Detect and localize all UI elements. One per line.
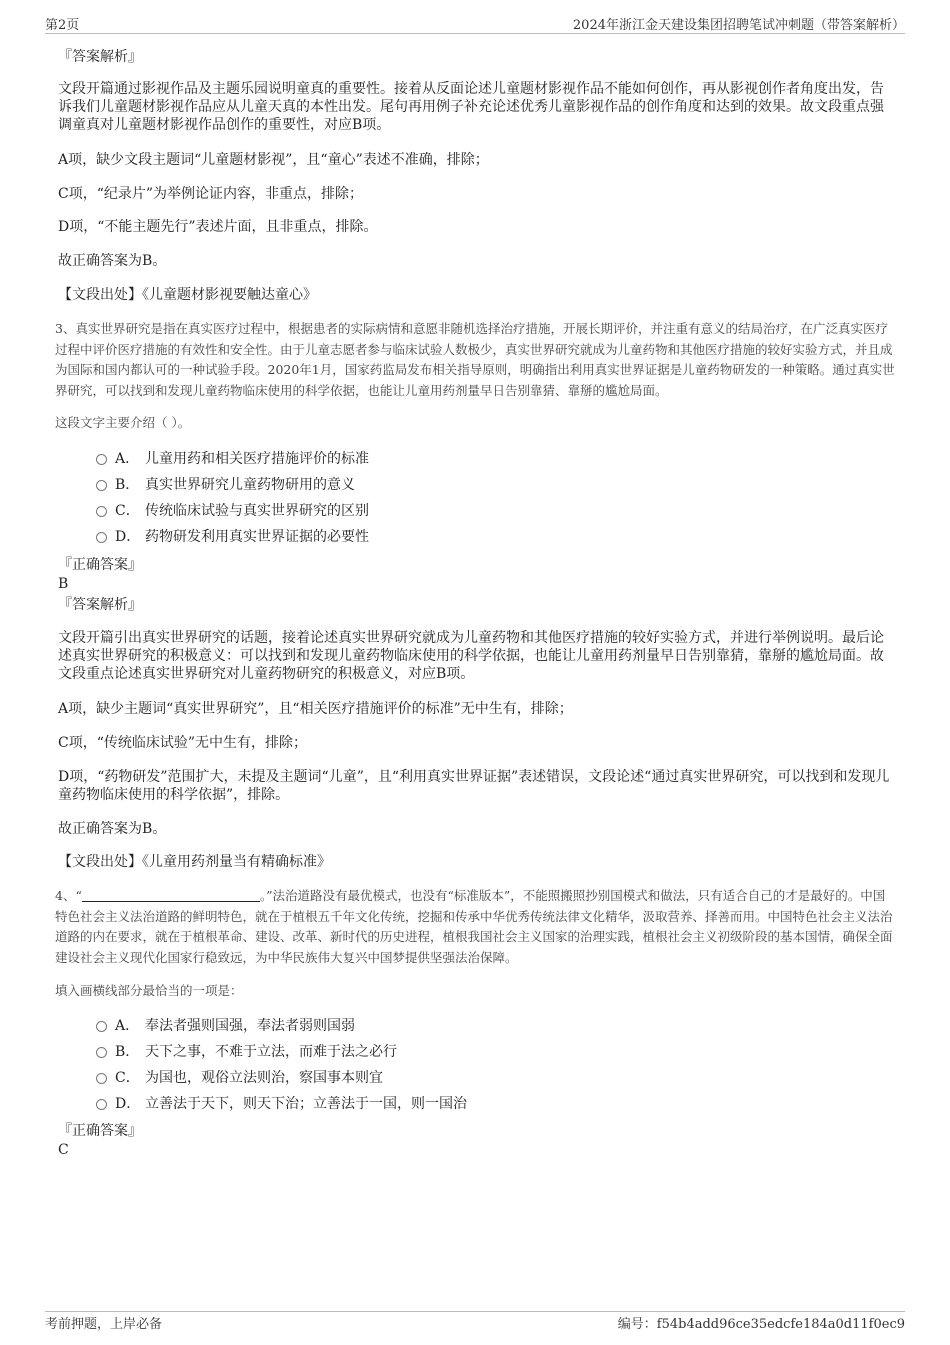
answer-value: C	[58, 1142, 69, 1158]
question-4-option-c[interactable]: C． 为国也，观俗立法则治，察国事本则宜	[96, 1068, 383, 1088]
footer-slogan: 考前押题，上岸必备	[45, 1317, 163, 1332]
analysis-option-d: D项，“不能主题先行”表述片面，且非重点，排除。	[58, 219, 378, 235]
radio-icon[interactable]	[96, 480, 107, 491]
answer-value: B	[58, 576, 69, 592]
question-3-option-d[interactable]: D． 药物研发利用真实世界证据的必要性	[96, 527, 369, 547]
question-3-option-b[interactable]: B． 真实世界研究儿童药物研用的意义	[96, 475, 355, 495]
footer-divider	[45, 1311, 905, 1312]
analysis-option-d: D项，“药物研发”范围扩大，未提及主题词“儿童”，且“利用真实世界证据”表述错误，文段论述“通过真实世界研究，可以找到和发现儿童药物临床使用的科学依据”，排除。	[58, 769, 890, 803]
analysis-conclusion: 故正确答案为B。	[58, 253, 167, 269]
question-4-passage: 4、“ 。”法治道路没有最优模式，也没有“标准版本”，不能照搬照抄别国模式和做法，只有适合自己的才是最好的。中国特色社会主义法治道路的鲜明特色，就在于植根五千年文化传统，挖掘和传承中华优秀传统法律文化精华，汲取营养、择善而用。中国特色社会主义法治道路的内在要求，就在于植根革命、建设、改革、新时代的历史进程，植根我国社会主义国家的治理实践，植根社会主义初级阶段的基本国情，确保全面建设社会主义现代化国家行稳致远，为中华民族伟大复兴中国梦提供坚强法治保障。	[55, 888, 893, 965]
radio-icon[interactable]	[96, 1047, 107, 1058]
question-3-passage: 3、真实世界研究是指在真实医疗过程中，根据患者的实际病情和意愿非随机选择治疗措施，开展长期评价，并注重有意义的结局治疗，在广泛真实医疗过程中评价医疗措施的有效性和安全性。由于儿童志愿者参与临床试验人数极少，真实世界研究就成为儿童药物和其他医疗措施的较好实验方式，并且成为国际和国内都认可的一种试验手段。2020年1月，国家药监局发布相关指导原则，明确指出利用真实世界证据是儿童药物研发的一种策略。通过真实世界研究，可以找到和发现儿童药物临床使用的科学依据，也能让儿童用药剂量早日告别靠猜、靠掰的尴尬局面。	[55, 321, 895, 398]
passage-source: 【文段出处】《儿童用药剂量当有精确标准》	[58, 854, 331, 870]
analysis-conclusion: 故正确答案为B。	[58, 821, 167, 837]
answer-label: 『正确答案』	[58, 557, 142, 573]
radio-icon[interactable]	[96, 506, 107, 517]
question-3-option-c[interactable]: C． 传统临床试验与真实世界研究的区别	[96, 501, 369, 521]
question-4-option-d[interactable]: D． 立善法于天下，则天下治；立善法于一国，则一国治	[96, 1094, 467, 1114]
header-divider	[45, 33, 905, 34]
question-3-option-a[interactable]: A． 儿童用药和相关医疗措施评价的标准	[96, 449, 369, 469]
analysis-text: 文段开篇引出真实世界研究的话题，接着论述真实世界研究就成为儿童药物和其他医疗措施的较好实验方式，并进行举例说明。最后论述真实世界研究的积极意义：可以找到和发现儿童药物临床使用的科学依据，也能让儿童用药剂量早日告别靠猜，靠掰的尴尬局面。故文段重点论述真实世界研究对儿童药物研究的积极意义，对应B项。	[58, 630, 884, 682]
analysis-option-a: A项，缺少文段主题词“儿童题材影视”，且“童心”表述不准确，排除；	[58, 152, 489, 168]
radio-icon[interactable]	[96, 532, 107, 543]
analysis-option-c: C项，“传统临床试验”无中生有，排除；	[58, 735, 308, 751]
radio-icon[interactable]	[96, 1021, 107, 1032]
question-4-option-a[interactable]: A． 奉法者强则国强，奉法者弱则国弱	[96, 1016, 355, 1036]
fill-blank	[82, 888, 260, 902]
analysis-label: 『答案解析』	[58, 597, 142, 613]
analysis-label: 『答案解析』	[58, 49, 142, 65]
radio-icon[interactable]	[96, 1099, 107, 1110]
document-title: 2024年浙江金天建设集团招聘笔试冲刺题（带答案解析）	[572, 18, 905, 33]
radio-icon[interactable]	[96, 454, 107, 465]
page-header	[45, 14, 905, 34]
document-id: 编号：f54b4add96ce35edcfe184a0d11f0ec9	[617, 1317, 905, 1332]
question-3-prompt: 这段文字主要介绍（ ）。	[55, 415, 191, 430]
question-4-option-b[interactable]: B． 天下之事，不难于立法，而难于法之必行	[96, 1042, 397, 1062]
analysis-option-c: C项，“纪录片”为举例论证内容，非重点，排除；	[58, 186, 364, 202]
radio-icon[interactable]	[96, 1073, 107, 1084]
page-number: 第2页	[45, 18, 80, 33]
passage-source: 【文段出处】《儿童题材影视要触达童心》	[58, 287, 317, 303]
analysis-text: 文段开篇通过影视作品及主题乐园说明童真的重要性。接着从反面论述儿童题材影视作品不能如何创作，再从影视创作者角度出发，告诉我们儿童题材影视作品应从儿童天真的本性出发。尾句再用例子补充论述优秀儿童影视作品的创作角度和达到的效果。故文段重点强调童真对儿童题材影视作品创作的重要性，对应B项。	[58, 81, 884, 133]
analysis-option-a: A项，缺少主题词“真实世界研究”，且“相关医疗措施评价的标准”无中生有，排除；	[58, 701, 573, 717]
answer-label: 『正确答案』	[58, 1123, 142, 1139]
question-4-prompt: 填入画横线部分最恰当的一项是：	[55, 983, 243, 998]
